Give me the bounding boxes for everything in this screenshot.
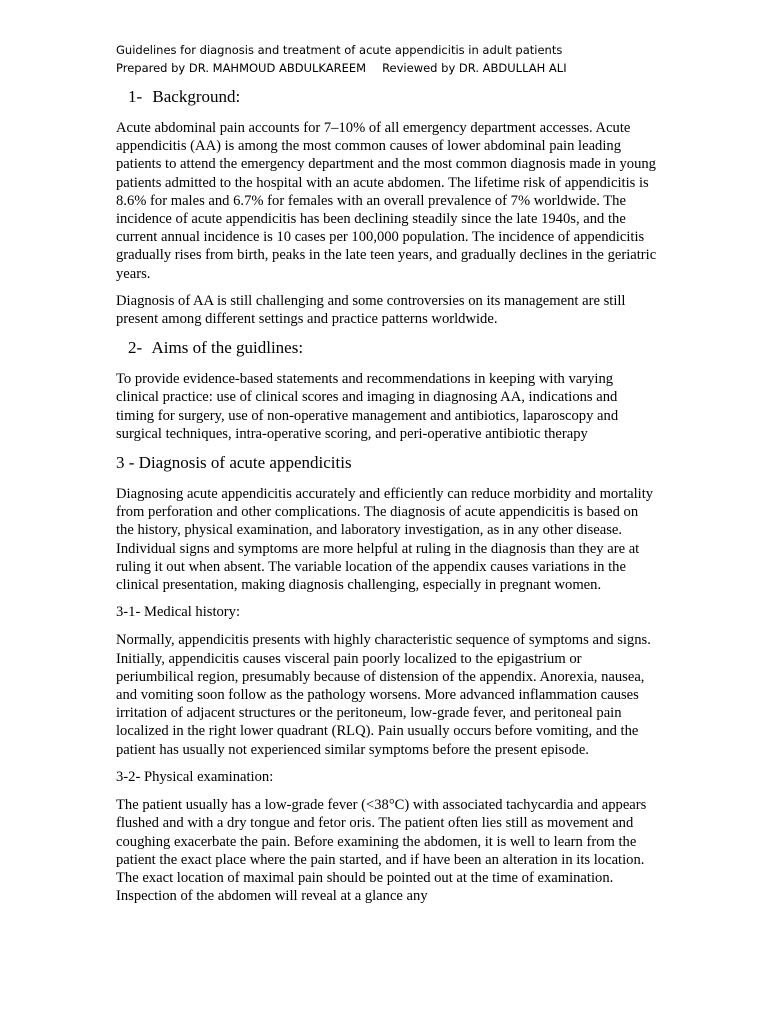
diagnosis-paragraph: Diagnosing acute appendicitis accurately and efficiently can reduce morbidity and mortality from perforation and other complications. The diagnosis of acute appendicitis is based on the history, physical examination, and laboratory investigation, as in any other disease. Individual signs and symptoms are more helpful at ruling in the diagnosis than they are at ruling it out when absent. The variable location of the appendix causes variations in the clinical presentation, making diagnosis challenging, especially in pregnant women.: [116, 486, 654, 594]
aims-paragraph: To provide evidence-based statements and recommendations in keeping with varying clinical practice: use of clinical scores and imaging in diagnosing AA, indications and timing for surgery, use of non-operative management and antibiotics, laparoscopy and surgical techniques, intra-operative scoring, and peri-operative antibiotic therapy: [116, 371, 619, 442]
background-paragraph-1: Acute abdominal pain accounts for 7–10% of all emergency department accesses. Acute appendicitis (AA) is among the most common causes of lower abdominal pain leading patients to attend the emergency department and the most common diagnosis made in young patients admitted to the hospital with an acute abdomen. The lifetime risk of appendicitis is 8.6% for males and 6.7% for females with an overall prevalence of 7% worldwide. The incidence of acute appendicitis has been declining steadily since the late 1940s, and the current annual incidence is 10 cases per 100,000 population. The incidence of appendicitis gradually rises from birth, peaks in the late teen years, and gradually declines in the geriatric years.: [116, 120, 657, 282]
medical-history-paragraph: Normally, appendicitis presents with highly characteristic sequence of symptoms and signs. Initially, appendicitis causes visceral pain poorly localized to the epigastrium or periumbilical region, presumably because of distension of the appendix. Anorexia, nausea, and vomiting soon follow as the pathology worsens. More advanced inflammation causes irritation of adjacent structures or the peritoneum, low-grade fever, and peritoneal pain localized in the right lower quadrant (RLQ). Pain usually occurs before vomiting, and the patient has usually not experienced similar symptoms before the present episode.: [116, 632, 651, 758]
heading-text: Background:: [152, 87, 241, 106]
heading-text: Aims of the guidlines:: [151, 338, 304, 358]
subheading-medical-history: 3-1- Medical history:: [116, 604, 241, 621]
prepared-by: Prepared by DR. MAHMOUD ABDULKAREEM: [116, 61, 367, 75]
background-paragraph-2: Diagnosis of AA is still challenging and some controversies on its management are still present among different settings and practice patterns worldwide.: [116, 292, 626, 328]
heading-background: [128, 87, 658, 107]
document-header: [116, 41, 658, 77]
heading-number: 1-: [128, 87, 143, 106]
heading-diagnosis: 3 - Diagnosis of acute appendicitis: [116, 453, 352, 473]
author-line: [116, 59, 658, 77]
reviewed-by: Reviewed by DR. ABDULLAH ALI: [382, 61, 567, 75]
physical-examination-paragraph: The patient usually has a low-grade fever (<38°C) with associated tachycardia and appears flushed and with a dry tongue and fetor oris. The patient often lies still as movement and coughing exacerbate the pain. Before examining the abdomen, it is well to learn from the patient the exact place where the pain started, and if have been an alteration in its location. The exact location of maximal pain should be pointed out at the time of examination. Inspection of the abdomen will reveal at a glance any: [116, 797, 647, 905]
heading-aims: [128, 338, 658, 358]
heading-number: 2-: [128, 338, 143, 358]
subheading-physical-examination: 3-2- Physical examination:: [116, 768, 274, 785]
document-title: Guidelines for diagnosis and treatment of acute appendicitis in adult patients: [116, 43, 563, 57]
